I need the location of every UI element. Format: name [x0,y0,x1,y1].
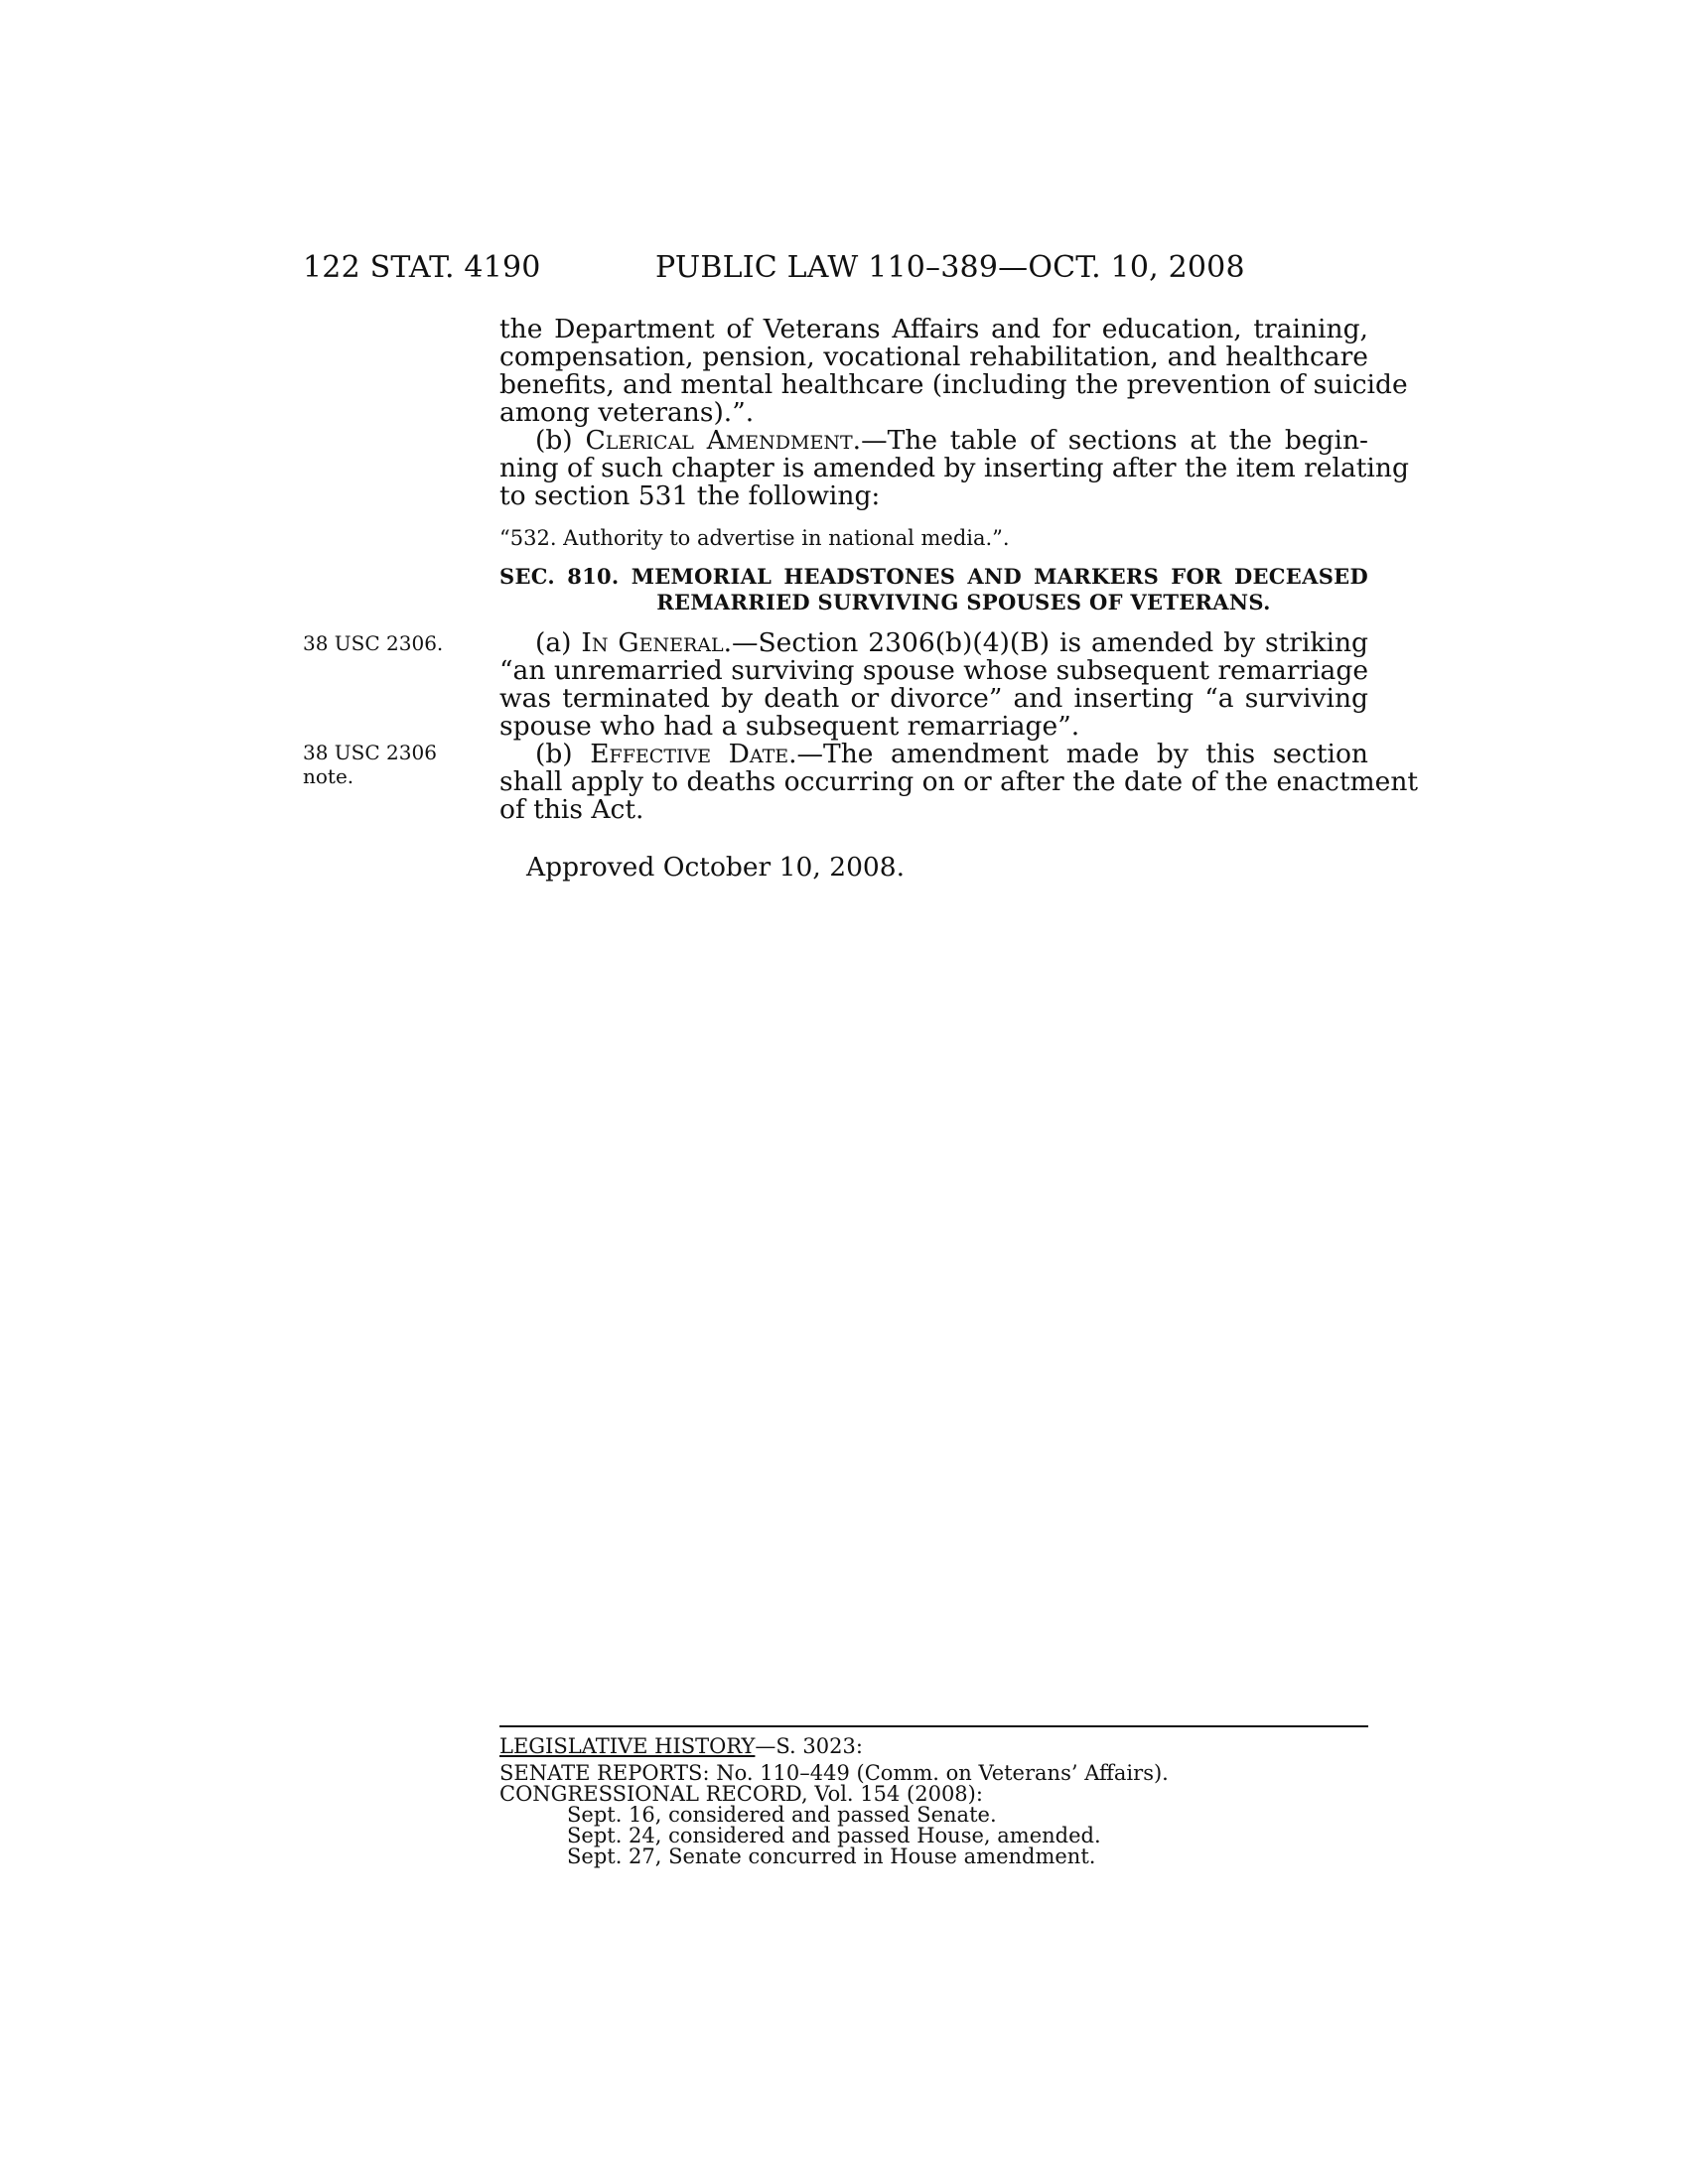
clerical-amendment-paragraph [499,425,1409,511]
legislative-history-bill: —S. 3023: [755,1734,863,1758]
text-line [499,629,1368,657]
history-entry: Sept. 16, considered and passed Senate. [567,1803,997,1827]
subsection-label: In General [581,627,724,658]
continuation-paragraph [499,314,1408,428]
table-of-sections-item: “532. Authority to advertise in national media.”. [499,526,1010,550]
text-line: spouse who had a subsequent remarriage”. [499,711,1080,742]
text-line: benefits, and mental healthcare (including the prevention of suicide [499,369,1408,400]
legislative-history-rule [499,1725,1368,1727]
margin-note-line: 38 USC 2306 [303,741,437,764]
subsection-b-paragraph [499,739,1419,825]
subsection-label: Effective Date [590,739,789,769]
text-line: among veterans).”. [499,397,755,428]
legislative-history-label: LEGISLATIVE HISTORY [499,1734,756,1758]
text-line [499,427,1368,455]
text-line: compensation, pension, vocational rehabilitation, and healthcare [499,341,1368,372]
subsection-prefix: (b) [535,425,586,456]
text-line: “an unremarried surviving spouse whose subsequent remarriage [499,655,1368,686]
running-header-title: PUBLIC LAW 110–389—OCT. 10, 2008 [655,250,1245,285]
margin-note-usc-note [303,741,437,788]
text-fragment: .—The table of sections at the begin- [852,425,1368,456]
section-heading-line: SEC. 810. MEMORIAL HEADSTONES AND MARKERS FOR DECEASED [499,564,1368,589]
text-line: was terminated by death or divorce” and inserting “a surviving [499,683,1368,714]
subsection-a-paragraph [499,629,1368,741]
text-line: of this Act. [499,794,644,825]
section-heading [499,564,1368,615]
text-line: ning of such chapter is amended by inserting after the item relating [499,453,1409,483]
text-line: shall apply to deaths occurring on or after the date of the enactment [499,766,1419,797]
subsection-label: Clerical Amendment [585,425,853,456]
section-heading-line: REMARRIED SURVIVING SPOUSES OF VETERANS. [656,590,1271,614]
senate-reports-line: SENATE REPORTS: No. 110–449 (Comm. on Veterans’ Affairs). [499,1761,1169,1785]
text-fragment: .—Section 2306(b)(4)(B) is amended by striking [723,627,1368,658]
margin-note-line: note. [303,764,354,788]
subsection-prefix: (b) [535,739,591,769]
page-stat-number: 122 STAT. 4190 [303,250,541,285]
approval-date: Approved October 10, 2008. [526,852,906,883]
subsection-prefix: (a) [535,627,582,658]
text-fragment: .—The amendment made by this section [788,739,1368,769]
congressional-record-line: CONGRESSIONAL RECORD, Vol. 154 (2008): [499,1782,983,1806]
legislative-history-title [499,1734,863,1758]
history-entry: Sept. 27, Senate concurred in House amendment. [567,1844,1096,1868]
text-line: the Department of Veterans Affairs and for education, training, [499,314,1368,344]
history-entry: Sept. 24, considered and passed House, amended. [567,1824,1101,1847]
margin-note-usc: 38 USC 2306. [303,631,444,655]
text-line [499,741,1368,768]
text-line: to section 531 the following: [499,480,881,511]
